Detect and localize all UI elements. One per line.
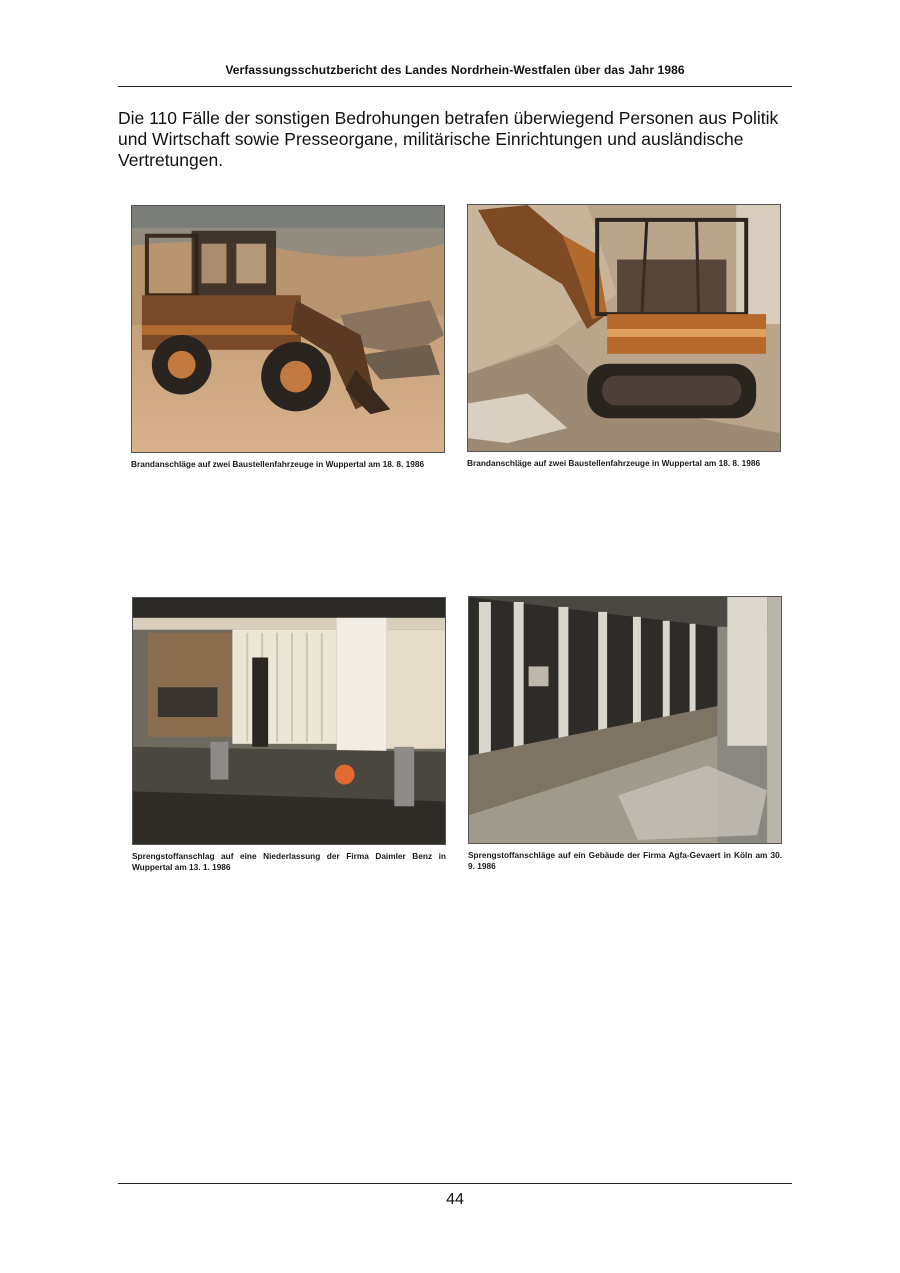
figure-caption: Sprengstoffanschlag auf eine Niederlassung der Firma Daimler Benz in Wuppertal am 13. 1. 1986 [132, 851, 446, 872]
running-header: Verfassungsschutzbericht des Landes Nordrhein-Westfalen über das Jahr 1986 [225, 63, 685, 77]
figure-daimler-benz [132, 597, 446, 873]
photo-damaged-showroom-front [132, 597, 446, 845]
page-number: 44 [446, 1191, 464, 1208]
photo-damaged-building-facade [468, 596, 782, 844]
intro-paragraph: Die 110 Fälle der sonstigen Bedrohungen betrafen überwiegend Personen aus Politik und Wirtschaft sowie Presseorgane, militärische Einrichtungen und ausländische Vertretungen. [118, 108, 779, 170]
figure-excavator [467, 204, 781, 469]
figure-caption: Sprengstoffanschläge auf ein Gebäude der Firma Agfa-Gevaert in Köln am 30. 9. 1986 [468, 850, 782, 871]
photo-burned-wheel-loader [131, 205, 445, 453]
figure-caption: Brandanschläge auf zwei Baustellenfahrzeuge in Wuppertal am 18. 8. 1986 [131, 459, 425, 469]
header-rule [118, 86, 792, 87]
footer-rule [118, 1183, 792, 1184]
figure-agfa-gevaert [468, 596, 782, 872]
figure-caption: Brandanschläge auf zwei Baustellenfahrzeuge in Wuppertal am 18. 8. 1986 [467, 458, 761, 468]
photo-burned-excavator [467, 204, 781, 452]
figure-wheel-loader [131, 205, 445, 470]
